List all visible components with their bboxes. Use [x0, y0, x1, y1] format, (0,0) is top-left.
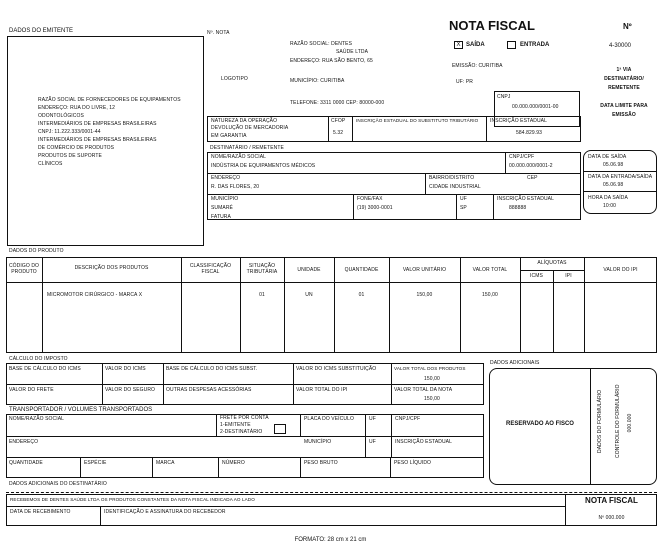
emitter-line: ENDEREÇO: RUA DO LIVRE, 12 [38, 105, 116, 111]
emitter-endereco: ENDEREÇO: RUA SÃO BENTO, 65 [290, 58, 373, 64]
col-header-valor-total: VALOR TOTAL [472, 267, 508, 273]
canhoto-nf-number: Nº 000.000 [598, 515, 625, 521]
data-saida-value-2: 05.06.98 [603, 182, 624, 188]
data-limite-line-1: DATA LIMITE PARA [600, 103, 648, 109]
transp-uf2-label: UF [369, 439, 376, 445]
dest-fone-label: FONE/FAX [357, 196, 383, 202]
data-saida-label-2: DATA DA ENTRADA/SAÍDA [588, 174, 653, 180]
entrada-label: ENTRADA [520, 42, 550, 48]
cfop-value: 5.32 [333, 130, 344, 136]
row-quantidade: 01 [358, 292, 365, 298]
dest-fone-value: (19) 3000-0001 [357, 205, 393, 211]
row-situacao: 01 [259, 292, 265, 298]
col-header-valor-ipi: VALOR DO IPI [603, 267, 638, 273]
imp-total-nota-value: 150,00 [424, 396, 440, 402]
emitter-razao-social: RAZÃO SOCIAL: DENTES [290, 41, 353, 47]
entrada-checkbox[interactable] [507, 41, 516, 49]
transp-insc-label: INSCRIÇÃO ESTADUAL [395, 439, 452, 445]
transp-frete-label: FRETE POR CONTA [220, 415, 269, 421]
dest-insc-value: 888888 [509, 205, 527, 211]
emissao-label: EMISSÃO: CURITIBA [452, 63, 503, 69]
transp-uf-label: UF [369, 416, 376, 422]
data-saida-label: DATA DE SAÍDA [588, 154, 627, 160]
footer-dados-label: DADOS ADICIONAIS DO DESTINATÁRIO [9, 481, 107, 487]
col-header-situacao: SITUAÇÃO TRIBUTÁRIA [246, 263, 278, 275]
data-saida-value: 05.06.98 [603, 162, 624, 168]
insc-trib-label: INSCRIÇÃO ESTADUAL DO SUBSTITUTO TRIBUTÁRIO [356, 118, 479, 123]
serie-number: 4-30000 [609, 43, 632, 49]
row-valor-unitario: 150,00 [416, 292, 433, 298]
dest-municipio-value: SUMARÉ [211, 205, 233, 211]
imp-valor-icms-label: VALOR DO ICMS [105, 366, 146, 372]
logo-label: LOGOTIPO [221, 76, 248, 82]
transp-endereco-label: ENDEREÇO [9, 439, 39, 445]
transp-cnpj-label: CNPJ/CPF [395, 416, 421, 422]
dest-cnpj-label: CNPJ/CPF [509, 154, 535, 160]
transp-peso-liquido-label: PESO LÍQUIDO [394, 460, 432, 466]
transp-placa-label: PLACA DO VEÍCULO [304, 416, 354, 422]
nf-number-prefix: Nº [623, 22, 632, 31]
reservado-fisco-label: RESERVADO AO FISCO [506, 421, 574, 427]
destinatario-section-label: DESTINATÁRIO / REMETENTE [210, 145, 284, 151]
natureza-value-1: DEVOLUÇÃO DE MERCADORIA [211, 125, 289, 131]
transp-frete-opt-1: 1-EMITENTE [220, 422, 251, 428]
dest-nome-value: INDÚSTRIA DE EQUIPAMENTOS MÉDICOS [211, 163, 316, 169]
frete-checkbox[interactable] [274, 424, 286, 434]
emitter-uf: UF: PR [456, 79, 473, 85]
imp-outras-label: OUTRAS DESPESAS ACESSÓRIAS [166, 387, 252, 393]
col-header-valor-unitario: VALOR UNITÁRIO [402, 267, 447, 273]
emitter-razao-social-2: SAÚDE LTDA [336, 49, 369, 55]
transp-peso-bruto-label: PESO BRUTO [304, 460, 338, 466]
emitter-line: CLÍNICOS [38, 161, 63, 167]
cfop-label: CFOP [331, 118, 346, 124]
transp-numero-label: NÚMERO [222, 460, 245, 466]
dest-municipio-label: MUNICÍPIO [211, 196, 239, 202]
dest-endereco-label: ENDEREÇO [211, 175, 241, 181]
dest-uf-value: SP [460, 205, 467, 211]
insc-estadual-value: 584.829.93 [516, 130, 543, 136]
hora-saida-value: 10:00 [603, 203, 617, 209]
canhoto-label-3: IDENTIFICAÇÃO E ASSINATURA DO RECEBEDOR [104, 509, 226, 515]
dest-nome-label: NOME/RAZÃO SOCIAL [211, 154, 267, 160]
transp-especie-label: ESPÉCIE [84, 460, 107, 466]
imp-seguro-label: VALOR DO SEGURO [105, 387, 156, 393]
transp-frete-opt-2: 2-DESTINATÁRIO [220, 429, 263, 435]
dest-uf-label: UF [460, 196, 467, 202]
via-line-3: REMETENTE [608, 85, 640, 91]
natureza-value-2: EM GARANTIA [211, 133, 247, 139]
format-note: FORMATO: 28 cm x 21 cm [294, 537, 367, 543]
row-descricao: MICROMOTOR CIRÚRGICO - MARCA X [47, 292, 143, 298]
transportador-section-label: TRANSPORTADOR / VOLUMES TRANSPORTADOS [9, 407, 153, 413]
col-header-quantidade: QUANTIDADE [344, 267, 379, 273]
emitter-telefone: TELEFONE: 3311 0000 CEP: 80000-000 [290, 100, 385, 106]
transp-nome-label: NOME/RAZÃO SOCIAL [9, 416, 65, 422]
imp-total-produtos-label: VALOR TOTAL DOS PRODUTOS [394, 366, 466, 371]
emitter-section-label: DADOS DO EMITENTE [9, 28, 74, 34]
emitter-line: INTERMEDIÁRIOS DE EMPRESAS BRASILEIRAS [38, 121, 157, 127]
form-control-label-2: CONTROLE DO FORMULÁRIO [615, 384, 621, 458]
canhoto-nf-title: NOTA FISCAL [585, 496, 638, 505]
emitter-municipio: MUNICÍPIO: CURITIBA [290, 78, 345, 84]
col-header-classificacao: CLASSIFICAÇÃO FISCAL [189, 263, 232, 275]
form-control-label-1: DADOS DO FORMULÁRIO [597, 389, 603, 453]
produtos-section-label: DADOS DO PRODUTO [9, 248, 64, 254]
cnpj-value: 00.000.000/0001-00 [512, 104, 559, 110]
emitter-line: ODONTOLÓGICOS [38, 113, 84, 119]
insc-estadual-label: INSCRIÇÃO ESTADUAL [490, 118, 547, 124]
dados-adicionais-label: DADOS ADICIONAIS [490, 360, 540, 366]
col-header-aliquotas: ALÍQUOTAS [537, 260, 567, 266]
emitter-line: RAZÃO SOCIAL DE FORNECEDORES DE EQUIPAMENTOS [38, 97, 181, 103]
dest-bairro-label: BAIRRO/DISTRITO [429, 175, 475, 181]
col-header-descricao: DESCRIÇÃO DOS PRODUTOS [74, 265, 149, 271]
dest-cnpj-value: 00.000.000/0001-2 [509, 163, 553, 169]
col-header-unidade: UNIDADE [297, 267, 321, 273]
imp-base-subst-label: BASE DE CÁLCULO DO ICMS SUBST. [166, 366, 258, 372]
form-control-number: 000.000 [627, 413, 633, 433]
emitter-line: PRODUTOS DE SUPORTE [38, 153, 102, 159]
transp-marca-label: MARCA [156, 460, 175, 466]
transp-municipio-label: MUNICÍPIO [304, 439, 332, 445]
data-limite-line-2: EMISSÃO [612, 112, 636, 118]
canhoto-label-2: DATA DE RECEBIMENTO [10, 509, 71, 515]
dest-bairro-value: CIDADE INDUSTRIAL [429, 184, 481, 190]
document-title: NOTA FISCAL [449, 18, 535, 33]
row-valor-total: 150,00 [482, 292, 498, 298]
via-line-1: 1ª VIA [616, 67, 632, 73]
imposto-section-label: CÁLCULO DO IMPOSTO [9, 356, 68, 362]
via-line-2: DESTINATÁRIO/ [604, 76, 644, 82]
row-unidade: UN [305, 292, 313, 298]
saida-label: SAÍDA [466, 42, 485, 48]
imp-frete-label: VALOR DO FRETE [9, 387, 54, 393]
imp-total-ipi-label: VALOR TOTAL DO IPI [296, 387, 348, 393]
transp-quantidade-label: QUANTIDADE [9, 460, 43, 466]
dest-insc-label: INSCRIÇÃO ESTADUAL [497, 196, 554, 202]
canhoto-label-1: RECEBEMOS DE DENTES SAÚDE LTDA OS PRODUTOS CONSTANTES DA NOTA FISCAL INDICADA AO LADO [10, 497, 255, 502]
dest-cep-label: CEP [527, 175, 538, 181]
hora-saida-label: HORA DA SAÍDA [588, 195, 628, 201]
emitter-line: INTERMEDIÁRIOS DE EMPRESAS BRASILEIRAS [38, 137, 157, 143]
imp-total-produtos-value: 150,00 [424, 376, 440, 382]
saida-checkbox[interactable]: X [454, 41, 463, 49]
cnpj-label: CNPJ [497, 94, 511, 100]
emitter-line: DE COMÉRCIO DE PRODUTOS [38, 145, 115, 151]
emitter-line: CNPJ: 11.222.333/0001-44 [38, 129, 101, 135]
imp-valor-subst-label: VALOR DO ICMS SUBSTITUIÇÃO [296, 366, 377, 372]
col-header-ipi: IPI [565, 273, 572, 279]
imp-total-nota-label: VALOR TOTAL DA NOTA [394, 387, 453, 393]
col-header-codigo: CÓDIGO DO PRODUTO [8, 263, 40, 275]
imp-base-icms-label: BASE DE CÁLCULO DO ICMS [9, 366, 81, 372]
natureza-label: NATUREZA DA OPERAÇÃO [211, 118, 278, 124]
fatura-label: FATURA [211, 214, 231, 220]
col-header-icms: ICMS [530, 273, 543, 279]
dest-endereco-value: R. DAS FLORES, 20 [211, 184, 260, 190]
nf-number-label: Nº. NOTA [207, 30, 230, 36]
